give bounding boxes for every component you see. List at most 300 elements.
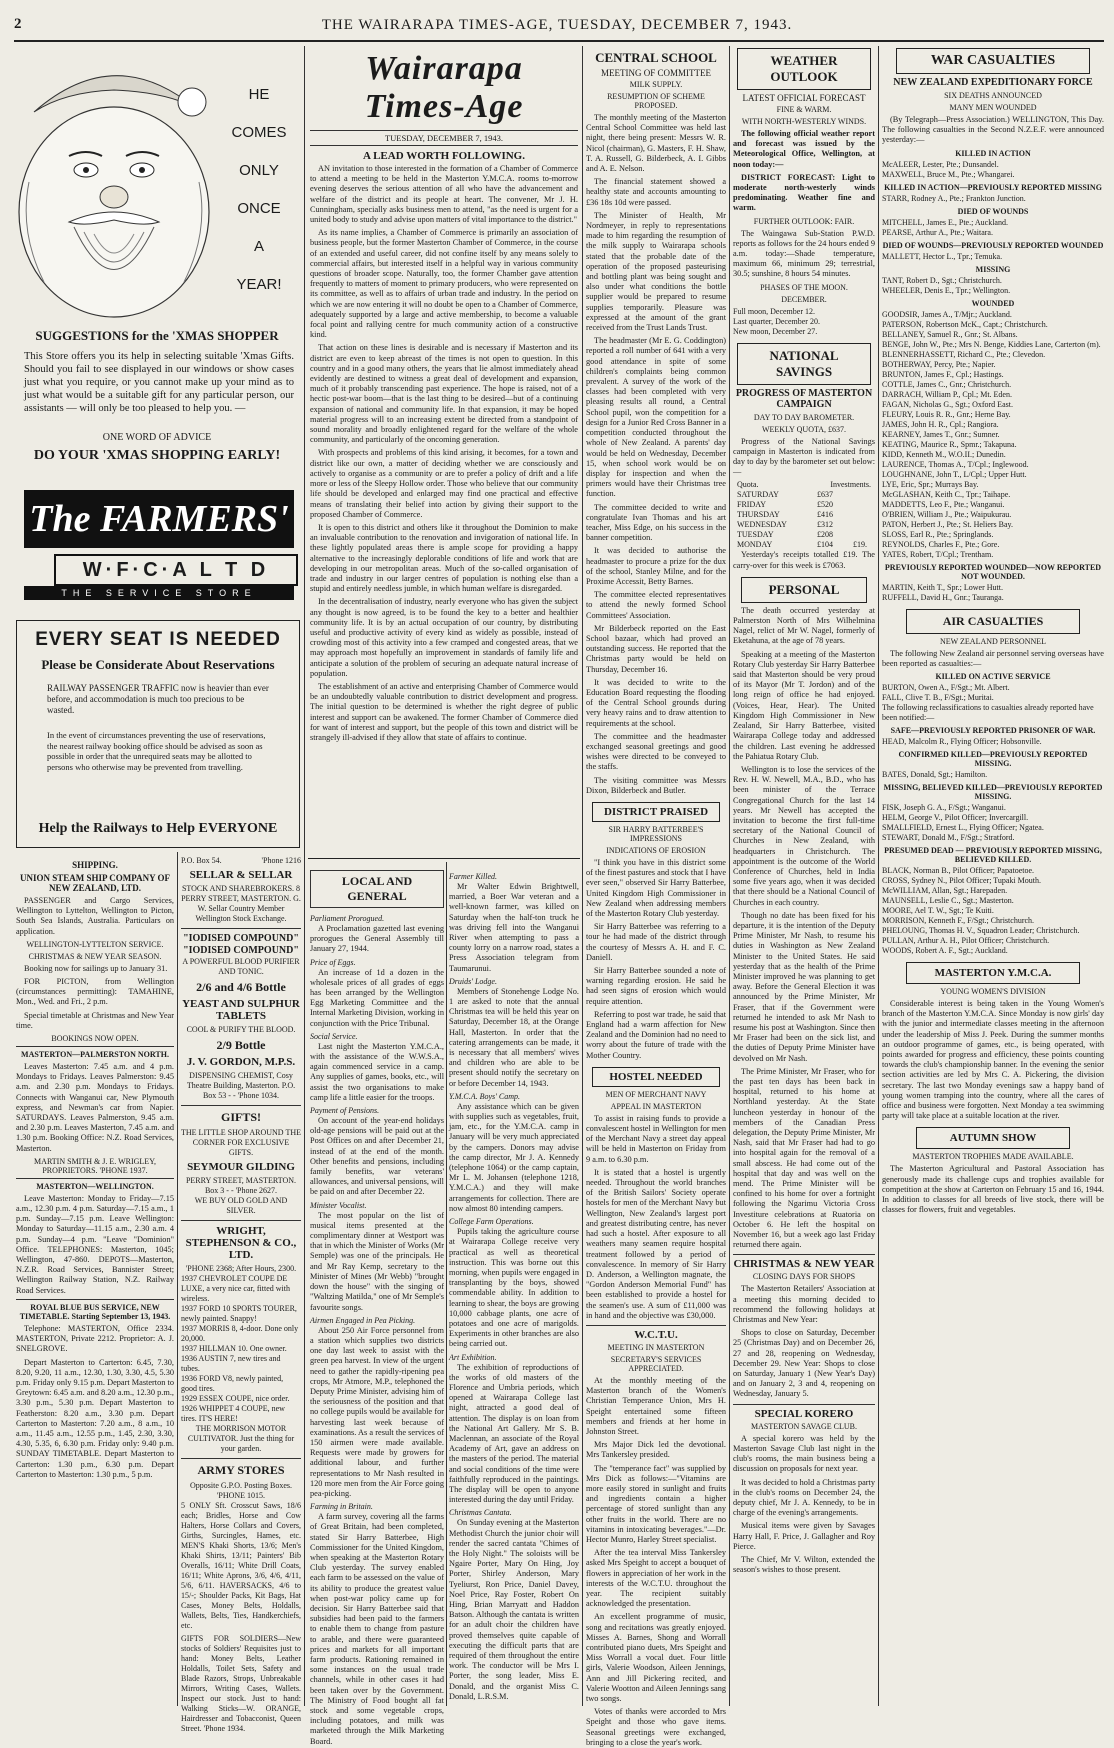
item-heading: Airmen Engaged in Pea Picking.: [310, 1315, 416, 1325]
railways-subhead: Please be Considerate About Reservations: [41, 657, 275, 672]
article-paragraph: "I think you have in this district some of the finest pastures and stock that I have ever seen," observed Sir Harry Batterbee, United Kingdom High Commissioner in New Zealand when addressing members of the Masterton Rotary Club yesterday.: [586, 858, 726, 919]
savings-table-header: Quota. Investments.: [737, 480, 871, 490]
editorial-paragraph: It is open to this district and others like it throughout the Dominion to make an invaluable contribution to the renovation and invigoration of national life. In these lightly populated areas there is ample scope for providing a happy alternative to the increasingly deplorable conditions of life and work that are developing in our metropolitan areas. Much of the so-called organisation of trade and industry in our larger centres of population is nothing else than a stupid and entirely needless jumble, in which human welfare is disregarded.: [310, 522, 578, 594]
article-subhead: RESUMPTION OF SCHEME PROPOSED.: [607, 92, 705, 110]
car-listing: 1937 FORD 10 SPORTS TOURER, newly painted. Snappy!: [181, 1304, 297, 1323]
farmers-tagline: THE SERVICE STORE: [24, 586, 294, 600]
railways-headline: EVERY SEAT IS NEEDED: [35, 629, 281, 650]
car-listing: 1926 WHIPPET 4 COUPE, new tires. IT'S HERE!: [181, 1404, 285, 1423]
iodised-desc: A POWERFUL BLOOD PURIFIER AND TONIC.: [182, 957, 300, 976]
casualty-entry: FLEURY, Louis R. R., Gnr.; Herne Bay.: [882, 409, 1011, 419]
casualty-entry: MITCHELL, James E., Pte.; Auckland.: [882, 217, 1008, 227]
casualty-entry: MAXWELL, Bruce M., Pte.; Whangarei.: [882, 169, 1015, 179]
savings-inv: £19.: [853, 540, 867, 550]
casualty-entry: FALL, Clive T. B., F/Sgt.; Muritai.: [882, 693, 994, 703]
article-paragraph: The Chief, Mr V. Wilton, extended the season's wishes to those present.: [733, 1554, 875, 1575]
newspaper-masthead-line: THE WAIRARAPA TIMES-AGE, TUESDAY, DECEMBER 7, 1943.: [321, 17, 793, 33]
ad-slogan: DO YOUR 'XMAS SHOPPING EARLY!: [33, 448, 281, 463]
national-savings-box: [737, 343, 871, 385]
article-subhead: MEETING IN MASTERTON: [607, 1342, 705, 1352]
page-number: 2: [14, 16, 22, 32]
railways-ad: [16, 620, 300, 848]
article-paragraph: Wellington is to lose the services of the Rev. H. W. Newell, M.A., B.D., who has been minister of the Terrace Congregational Church for the last 14 years. Mr Newell has accepted the invitation to become the first full-time secretary of the National Council of Churches in New Zealand, with headquarters in Christchurch. The appointment is the outcome of the World Conference of Churches, held in India some five years ago, when it was decided that there should be a National Council of Churches in each country.: [733, 764, 875, 907]
article-paragraph: It was decided to write to the Education Board requesting the flooding of the Central School grounds during very heavy rains and to draw attention to requirements at the school.: [586, 677, 726, 728]
article-paragraph: It was decided to authorise the headmaster to procure a prize for the dux of the school, Stanley Milne, and for the Proxime Accessit, Betty Barnes.: [586, 546, 726, 586]
ad-body: This Store offers you its help in selecting suitable 'Xmas Gifts. Should you fail to see displayed in our windows or show cases just what you require, or you cannot make up your mind as to just what would be a suitable gift for any particular person, our assistants — will only be too pleased to help you. —: [24, 351, 294, 414]
ad-word: A: [253, 238, 264, 255]
savings-quota: £520: [817, 500, 833, 510]
article-subhead: APPEAL IN MASTERTON: [610, 1101, 702, 1111]
air-intro: The following New Zealand air personnel serving overseas have been reported as casualties:—: [882, 648, 1104, 668]
casualty-entry: SMALLFIELD, Ernest L., Flying Officer; Ngatea.: [882, 823, 1044, 833]
item-heading: Farmer Killed.: [449, 872, 497, 881]
casualty-category: MISSING: [975, 264, 1011, 274]
savings-day: SATURDAY: [737, 490, 779, 500]
savings-day: FRIDAY: [737, 500, 767, 510]
item-text: About 250 Air Force personnel from a station which supplies two districts one day last week to assist with the green pea harvest. In view of the urgent need to gather the rapidly-ripening pea crops, Mr Atmore, M.P., telephoned the Deputy Prime Minister, advising him of the seriousness of the position and that no college pupils would be available for harvesting last week because of examinations. As a result the services of 150 airmen were made available. Requests were made by growers for additional labour, and further representations to Mr Nash resulted in 120 more men from the Air Force going pea-picking.: [310, 1325, 444, 1498]
army-stores-title: ARMY STORES: [197, 1463, 285, 1477]
savings-inv: [833, 530, 867, 540]
war-intro: (By Telegraph—Press Association.) WELLINGTON, This Day. The following casualties in the Second N.Z.E.F. were announced yesterday:—: [882, 115, 1104, 145]
weather-headline: WEATHER OUTLOOK: [770, 53, 838, 84]
ad-word: YEAR!: [236, 276, 282, 293]
sellar-desc: STOCK AND SHAREBROKERS. 8 PERRY STREET, MASTERTON. G. W. Sellar Country Member Wellington Stock Exchange.: [181, 884, 301, 923]
casualty-entry: PEARSE, Arthur A., Pte.; Waitara.: [882, 227, 993, 237]
hostel-headline: HOSTEL NEEDED: [609, 1070, 703, 1083]
article-subhead: WITH NORTH-WESTERLY WINDS.: [741, 117, 867, 126]
shipping-column: [16, 856, 174, 1706]
car-listing: 1937 MORRIS 8, 4-door. Done only 20,000.: [181, 1324, 299, 1343]
article-paragraph: The committee elected representatives to attend the newly formed School Committees' Association.: [586, 590, 726, 620]
war-headline: WAR CASUALTIES: [930, 53, 1056, 68]
article-paragraph: The Masterton Retailers' Association at a meeting this morning decided to recommend the following holidays at Christmas and New Year:: [733, 1284, 875, 1325]
column-divider: [304, 46, 305, 1706]
savings-table: [733, 490, 875, 550]
item-heading: Parliament Prorogued.: [310, 914, 385, 923]
editorial-paragraph: As its name implies, a Chamber of Commerce is primarily an association of business people, but the former Masterton Chamber of Commerce, in the course of an extended and useful career, did not confine itself by any means solely to commercial affairs, but interested itself in a helpful way in various community questions of broader scope. Naturally, too, the former Chamber gave attention frequently to matters of moment to primary producers, who were represented on its committee, as well as to affairs of urban trade and industry. In the period on which we are now entering it will no doubt be open to a Chamber of Commerce, adequately supported by a large and active membership, to become a valuable focal point and rallying centre for much community action of a constructive kind.: [310, 228, 578, 340]
casualty-entry: FISK, Joseph G. A., F/Sgt.; Wanganui.: [882, 803, 1006, 813]
item-text: A farm survey, covering all the farms of Great Britain, had been completed, stated Sir Harry Batterbee, High Commissioner for the United Kingdom, when speaking at the Masterton Rotary Club yesterday. The survey enabled each farm to be assessed on the value of its ability to produce the greatest value when post-war policy came up for decision. Sir Harry Batterbee said that subsidies had been paid to the farmers to enable them to change from pasture to arable, and there were guaranteed prices and markets for all important farm products. Rationing remained in some instances on the usual trade channels, while in other cases it had been taken over by the Government. The Ministry of Food bought all fat stock and some vegetable crops, including potatoes, and milk was marketed through the Milk Marketing Board.: [310, 1512, 444, 1746]
soldiers-gifts: GIFTS FOR SOLDIERS—New stocks of Soldiers' Requisites just to hand: Money Belts, Leather Holdalls, Toilet Sets, Safety and Blade Razors, Strops, Unbreakable Mirrors, Writing Cases, Wallets. Inspect our stock. Just to hand: Walking Sticks—W. ORANGE, Hairdresser and Tobacconist, Queen Street. 'Phone 1934.: [181, 1634, 301, 1733]
shipping-service: WELLINGTON-LYTTELTON SERVICE.: [26, 939, 164, 949]
local-general-heading: LOCAL AND GENERAL: [310, 870, 444, 908]
air-casualties-box: [906, 609, 1080, 634]
article-paragraph: Referring to post war trade, he said that England had a warm affection for New Zealand and the Dominion had no need to worry about the future of trade with the Mother Country.: [586, 1009, 726, 1060]
article-paragraph: Sir Harry Batterbee was referring to a tour he had made of the district through the courtesy of Messrs A. H. and F. C. Daniell.: [586, 922, 726, 962]
casualty-entry: FAGAN, Nicholas G., Sgt.; Oxford East.: [882, 399, 1013, 409]
article-subhead: MEN OF MERCHANT NAVY: [605, 1089, 707, 1099]
savings-row: [733, 490, 875, 500]
item-text: Mr Walter Edwin Brightwell, married, a Boer War veteran and a well-known farmer, was killed on Saturday when the half-ton truck he was driving fell into the Wanganui River when attempting to pass a county lorry on a narrow road, states a Press Association telegram from Taumarunui.: [449, 882, 579, 973]
sellar-phone: 'Phone 1216: [261, 856, 301, 865]
ad-headline: SUGGESTIONS for the 'XMAS SHOPPER: [35, 328, 279, 343]
weather-intro: The following official weather report and forecast was issued by the Meteorological Office, Wellington, at noon today:—: [733, 129, 875, 169]
savings-row: [733, 510, 875, 520]
shipping-booking: Booking now for sailings up to January 31.: [24, 963, 168, 973]
casualty-entry: KEATING, Maurice R., Spmr.; Takapuna.: [882, 439, 1017, 449]
savings-row: [733, 530, 875, 540]
iodised-price: 2/6 and 4/6 Bottle: [196, 980, 286, 994]
article-paragraph: Speaking at a meeting of the Masterton Rotary Club yesterday Sir Harry Batterbee said that Masterton should be very proud of its Mayor (Mr T. Jordon) and of the long reign of office he had enjoyed. (Voices, Hear, Hear). The United Kingdom High Commissioner in New Zealand, Sir Harry Batterbee, visited Wairarapa College today and addressed the children. Last evening he addressed the Pahiatua Rotary Club.: [733, 649, 875, 761]
classified-ads-column: [181, 856, 301, 1733]
weather-station: The Waingawa Sub-Station P.W.D. reports as follows for the 24 hours ended 9 a.m. today:—Shade temperature, maximum 66, minimum 29; terrestrial, 30.5; sunshine, 8 hours 54 minutes.: [733, 228, 875, 279]
casualty-entry: BLACK, Norman B., Pilot Officer; Papatoetoe.: [882, 866, 1035, 876]
savings-row: [733, 540, 875, 550]
casualty-entry: McALEER, Lester, Pte.; Dunsandel.: [882, 159, 999, 169]
yeast-desc: COOL & PURIFY THE BLOOD.: [186, 1025, 296, 1034]
article-subhead: DAY TO DAY BAROMETER.: [753, 412, 855, 422]
ad-word: COMES: [231, 124, 287, 141]
article-paragraph: Considerable interest is being taken in the Young Women's branch of the Masterton Y.M.C.A. Since Monday is now girls' day with the junior and intermediate classes meeting in the afternoon under the leadership of Miss J. Peek. During the summer months an outdoor programme of games, etc., is being operated, with points awarded for progress and efficiency, these points counting towards the club's championship banner. In the evening the senior section activities are led by Mrs C. A. Pickering, the division secretary. The last two Monday evenings saw a happy band of young women tramping into the country, where all the cares of office and business were forgotten. Next Monday a tea swimming party will take place at a suitable location at the river.: [882, 999, 1104, 1121]
article-paragraph: A special korero was held by the Masterton Savage Club last night in the club's rooms, the main business being a discussion on proposals for next year.: [733, 1433, 875, 1474]
casualty-category: WOUNDED: [971, 298, 1015, 308]
air-headline: AIR CASUALTIES: [942, 613, 1044, 628]
casualty-entry: KEARNEY, James T., Gnr.; Sumner.: [882, 429, 1000, 439]
editorial-headline: A LEAD WORTH FOLLOWING.: [363, 150, 525, 162]
casualty-category: KILLED IN ACTION: [955, 148, 1031, 158]
casualty-entry: SLOSS, Earl R., Pte.; Springlands.: [882, 529, 994, 539]
article-paragraph: At the monthly meeting of the Masterton branch of the Women's Christian Temperance Union, Mrs H. Speight entertained some fifteen members and friends at her home in Johnston Street.: [586, 1375, 726, 1436]
santa-christmas-ad: [14, 46, 300, 474]
editorial: [310, 46, 578, 856]
casualty-entry: BOTHERWAY, Percy, Pte.; Napier.: [882, 359, 996, 369]
item-text: Last night the Masterton Y.M.C.A., with the assistance of the W.W.S.A., again commenced service in a camp. Any supplies of games, books, etc., will assist the two organisations to make camp life a little easier for the troops.: [310, 1041, 444, 1102]
gifts-title: GIFTS!: [220, 1110, 261, 1124]
casualty-category: MISSING, BELIEVED KILLED—PREVIOUSLY REPORTED MISSING.: [883, 783, 1103, 802]
article-paragraph: The Prime Minister, Mr Fraser, who for the past ten days has been back in hospital, returned to his home at Northland yesterday. At the State luncheon yesterday in honour of the members of the Canadian Press delegation, the Deputy Prime Minister, Mr Nash, said that Mr Fraser had had to go into hospital again for the removal of a small abscess. He had come out of the hospital that day and was well on the mend. The Prime Minister will be confined to his home for over a fortnight following the Ngarimu Victoria Cross Investiture celebrations at Ruatoria on October 6. He left the hospital on November 16, but a week ago last Friday returned there again.: [733, 1066, 875, 1250]
item-text: The exhibition of reproductions of the works of old masters of the Florence and Umbria periods, which opened at Wairarapa College last night, attracted a good deal of attention. The display is on loan from the National Art Gallery. Mr S. B. Maclennan, an associate of the Royal Academy of Art, gave an address on the masters of the period. The material and social conditions of the time were faithfully reproduced in the paintings. The display will be open to anyone interested during the day until Friday.: [449, 1362, 579, 1505]
article-paragraph: Sir Harry Batterbee sounded a note of warning regarding erosion. He said he had seen signs of erosion which would require attention.: [586, 966, 726, 1006]
casualty-entry: GOODSIR, James A., T/Mjr.; Auckland.: [882, 309, 1012, 319]
item-heading: Druids' Lodge.: [449, 976, 497, 986]
article-paragraph: Mrs Major Dick led the devotional. Mrs Tankersley presided.: [586, 1440, 726, 1460]
casualty-entry: STEWART, Donald M., F/Sgt.; Stratford.: [882, 833, 1015, 843]
casualty-entry: PULLAN, Arthur A. H., Pilot Officer; Christchurch.: [882, 936, 1050, 946]
article-paragraph: It is stated that a hostel is urgently needed. Throughout the world branches of the British Sailors' Society operate hostels for men of the Merchant Navy but Wellington, New Zealand's largest port and greatest distributing centre, has never had such a hostel. After exposure to all weathers many seamen require hospital treatment followed by a period of convalescence. In memory of Sir Harry D. Anderson, a Wellington magnate, the "Gordon Anderson Memorial Fund" has been established to provide a hostel for the seamen's use. A sum of £11,000 was in hand and the objective was £30,000.: [586, 1167, 726, 1320]
editorial-paragraph: That action on these lines is desirable and is necessary if Masterton and its district are even to keep abreast of the times is not open to question. In this country and in a good many others, the years that lie almost immediately ahead evidently are destined to witness a great deal of development and expansion, much of it probably transcending past experience. The hope is raised, not of a hectic post-war boom—that is the last thing to be desired—but of a continuing expansion of national and community life. In that expansion, it may be hoped material progress will to an increasing extent be directed from a standpoint of sound morality and broadly enlightened regard for the welfare of the whole community, and particularly of the oncoming generation.: [310, 343, 578, 445]
article-paragraph: The visiting committee was Messrs Dixon, Bilderbeck and Butler.: [586, 775, 726, 795]
bus-heading: ROYAL BLUE BUS SERVICE, NEW TIMETABLE. Starting September 13, 1943.: [16, 1299, 174, 1321]
farmers-sub: W·F·C·A L T D: [54, 554, 298, 586]
casualty-entry: BURTON, Owen A., F/Sgt.; Mt. Albert.: [882, 683, 1010, 693]
gilding-addr: PERRY STREET, MASTERTON. Box 3 - - 'Phone 2627.: [185, 1176, 297, 1195]
casualty-entry: MORRISON, Kenneth F., F/Sgt.; Christchurch.: [882, 916, 1035, 926]
item-text: On account of the year-end holidays old-age pensions will be paid out at the Post Offices on and after December 21, instead of at the end of the month. Other benefits and pensions, including family benefits, war veterans' allowances, and universal pensions, will be paid on and after December 22.: [310, 1116, 444, 1197]
local-general-col-a: [310, 862, 444, 1746]
ad-word: ONCE: [237, 200, 281, 217]
article-paragraph: The Masterton Agricultural and Pastoral Association has generously made its challenge cups and trophies available for competition at the show at Carterton on February 15 and 16, 1944. In addition to classes for all breeds of live stock, there will be classes for flowers, fruit and vegetables.: [882, 1164, 1104, 1215]
casualty-category: DIED OF WOUNDS—PREVIOUSLY REPORTED WOUNDED: [882, 240, 1104, 250]
farmers-ad: [14, 482, 300, 606]
casualty-entry: BENGE, John W., Pte.; Mrs N. Benge, Kiddies Lane, Carterton (m).: [882, 339, 1101, 349]
casualty-entry: MADDETTS, Leo F., Pte.; Wanganui.: [882, 499, 1005, 509]
casualty-entry: TANT, Robert D., Sgt.; Christchurch.: [882, 275, 1002, 285]
central-school-headline: CENTRAL SCHOOL: [595, 50, 717, 65]
district-headline: DISTRICT PRAISED: [603, 806, 709, 818]
column-divider: [177, 852, 178, 1706]
savings-headline: NATIONAL SAVINGS: [769, 347, 839, 379]
casualty-entry: MAUNSELL, Leslie C., Sgt.; Masterton.: [882, 896, 1014, 906]
item-text: A Proclamation gazetted last evening prorogues the General Assembly till January 27, 1944.: [310, 924, 444, 954]
article-subhead: FINE & WARM.: [776, 105, 832, 114]
car-listing: 1936 AUSTIN 7, new tires and tubes.: [181, 1354, 281, 1373]
casualty-entry: STARR, Rodney A., Pte.; Frankton Junction.: [882, 193, 1026, 203]
weather-forecast: DISTRICT FORECAST: Light to moderate north-westerly winds predominating. Weather fine and warm.: [733, 172, 875, 213]
casualty-entry: LAURENCE, Thomas A., T/Cpl.; Inglewood.: [882, 459, 1029, 469]
xmas-headline: CHRISTMAS & NEW YEAR: [733, 1254, 875, 1270]
article-subhead: NEW ZEALAND EXPEDITIONARY FORCE: [893, 77, 1093, 88]
section-rule: [308, 858, 580, 859]
weather-outlook: FURTHER OUTLOOK: FAIR.: [753, 216, 855, 226]
casualty-entry: MARTIN, Keith T., Spr.; Lower Hutt.: [882, 582, 1003, 592]
article-subhead: WEEKLY QUOTA, £637.: [761, 424, 847, 434]
casualty-category: PRESUMED DEAD — PREVIOUSLY REPORTED MISSING, BELIEVED KILLED.: [884, 846, 1102, 865]
article-paragraph: An excellent programme of music, song and recitations was greatly enjoyed. Misses A. Barnes, Shong and Worrall contributed piano duets, Mrs Speight and Miss Worrall a vocal duet. Four little girls, Valerie Woodson, Aileen Jennings, Ann and Jill Pickering recited, and Valerie Wootton and Aileen Jennings sang two songs.: [586, 1612, 726, 1704]
local-general-col-b: [449, 862, 579, 1706]
yeast-title: YEAST AND SULPHUR TABLETS: [182, 998, 300, 1022]
casualty-entry: LOUGHNANE, John T., L/Cpl.; Upper Hutt.: [882, 469, 1027, 479]
item-text: Members of Stonehenge Lodge No. 1 are asked to note that the annual Christmas tea will be held this year on Saturday, December 18, at the Orange Hall, Masterton. In order that the catering arrangements can be made, it is necessary that all members' wives and children who are able to be present should notify the secretary on or before December 14, 1943.: [449, 986, 579, 1088]
casualty-entry: BELLANEY, Samuel R., Gnr.; St. Albans.: [882, 329, 1018, 339]
shipping-heading: SHIPPING.: [72, 860, 118, 870]
article-subhead: LATEST OFFICIAL FORECAST: [742, 93, 866, 103]
personal-headline: PERSONAL: [768, 581, 840, 597]
moon-phase: Full moon, December 12.: [733, 306, 815, 316]
korero-headline: SPECIAL KORERO: [733, 1404, 875, 1420]
iodised-title: "IODISED COMPOUND": [183, 933, 299, 944]
district-praised-box: [592, 802, 720, 822]
railways-body: In the event of circumstances preventing the use of reservations, the nearest railway booking office should be advised as soon as possible in order that the unrequired seats may be allotted to persons who otherwise may be prevented from travelling.: [47, 730, 266, 772]
casualty-entry: COTTLE, James C., Gnr.; Christchurch.: [882, 379, 1012, 389]
casualty-entry: O'BRIEN, William J., Pte.; Waipukurau.: [882, 509, 1012, 519]
gordon-desc: DISPENSING CHEMIST, Cosy Theatre Building, Masterton. P.O. Box 53 - - 'Phone 1034.: [186, 1071, 296, 1100]
item-heading: Christmas Cantata.: [449, 1508, 512, 1518]
shipping-body: PASSENGER and Cargo Services, Wellington to Lyttelton, Wellington to Picton, South Sea Islands, Australia. Particulars on application.: [16, 896, 174, 936]
article-paragraph: It was decided to hold a Christmas party in the club's rooms on December 24, the deputy chief, Mr J. A. Kennedy, to be in charge of the evening's arrangements.: [733, 1477, 875, 1518]
moon-phase: New moon, December 27.: [733, 326, 818, 336]
savings-totals: Yesterday's receipts totalled £19. The carry-over for this week is £7063.: [733, 550, 875, 570]
casualty-entry: WHEELER, Denis E., Tpr.; Wellington.: [882, 285, 1011, 295]
ymca-headline: MASTERTON Y.M.C.A.: [934, 967, 1052, 980]
wright-phone: 'PHONE 2368; After Hours, 2300.: [185, 1264, 297, 1273]
editorial-date: TUESDAY, DECEMBER 7, 1943.: [310, 130, 578, 146]
article-subhead: SIX DEATHS ANNOUNCED: [944, 91, 1042, 100]
item-text: On Sunday evening at the Masterton Methodist Church the junior choir will render the sacred cantata "Chimes of the Holy Night." The soloists will be Ngaire Porter, Mary On Hing, Joy Porter, Shirley Anderson, Mary Tyeliurst, Ron Price, Daniel Davey, Noel Price, Ray Foster, Robert On Hing, Brian Marryatt and Haddon Batson. Although the cantata is written for an adult choir the children have proved themselves quite capable of executing the difficult parts that are required of them throughout the entire work. The conductor will be Mrs I. Porter, the song leader, Miss E. Donald, and the organist Miss C. Donald, L.R.S.M.: [449, 1518, 579, 1701]
item-heading: Minister Vocalist.: [310, 1200, 367, 1210]
ad-word: ONLY: [239, 162, 279, 179]
casualty-entry: PATERSON, Robertson McK., Capt.; Christchurch.: [882, 319, 1048, 329]
savings-row: [733, 520, 875, 530]
bus-phone: Telephone: MASTERTON, Office 2334. MASTERTON, Private 2212. Proprietor: A. J. SNELGROVE.: [16, 1323, 174, 1354]
sellar-name: SELLAR & SELLAR: [189, 869, 293, 881]
car-listing: 1937 HILLMAN 10. One owner.: [181, 1344, 287, 1353]
article-paragraph: After the tea interval Miss Tankersley asked Mrs Speight to accept a bouquet of flowers in appreciation of her work in the interests of the W.C.T.U. throughout the year. The recipient suitably acknowledged the presentation.: [586, 1548, 726, 1609]
item-text: Pupils taking the agriculture course at Wairarapa College receive very practical as well as theoretical instruction. This was borne out this morning, when pupils were engaged in transplanting by the boys, showed commendable ability. In addition to learning to shear, the boys are growing 10,000 cabbage plants, one acre of potatoes and one acre of marigolds. Experiments in other branches are also being carried out.: [449, 1227, 579, 1349]
article-paragraph: The "temperance fact" was supplied by Mrs Dick as follows:—"Vitamins are more easily stored in sunlight and fruits and ingredients contain a higher percentage of stored sunlight than any other fruits in the world. There are no vitamins in intoxicating beverages."—Dr. Hector Munro, Harley Street specialist.: [586, 1463, 726, 1544]
article-paragraph: Musical items were given by Savages Harry Hall, F. Price, J. Gallagher and Roy Pierce.: [733, 1521, 875, 1551]
shipping-open: BOOKINGS NOW OPEN.: [51, 1034, 139, 1044]
hostel-needed-box: [592, 1067, 720, 1087]
savings-inv: [833, 490, 867, 500]
news-column-5: [882, 46, 1104, 1706]
column-divider: [582, 46, 583, 1706]
casualty-entry: KIDD, Kenneth M., W.O.II.; Dunedin.: [882, 449, 1006, 459]
sellar-po: P.O. Box 54.: [181, 856, 222, 865]
savings-day: MONDAY: [737, 540, 773, 550]
savings-intro: Progress of the National Savings campaign in Masterton is indicated from day to day by the barometer set out below:—: [733, 436, 875, 477]
war-casualty-list: [882, 149, 1104, 603]
car-listing: 1937 CHEVROLET COUPE DE LUXE, a very nice car, fitted with wireless.: [181, 1274, 290, 1303]
casualty-entry: McWILLIAM, Allan, Sgt.; Harepaden.: [882, 886, 1008, 896]
car-listing: 1929 ESSEX COUPE, nice order.: [181, 1394, 290, 1403]
header-rule: [14, 40, 1104, 42]
savings-day: TUESDAY: [737, 530, 774, 540]
farmers-logo: The FARMERS': [24, 490, 294, 548]
route-agent: MARTIN SMITH & J. E. WRIGLEY, PROPRIETORS. 'PHONE 1937.: [34, 1156, 156, 1175]
article-subhead: NEW ZEALAND PERSONNEL: [939, 636, 1047, 646]
air-casualty-list: [882, 672, 1104, 956]
article-paragraph: The committee and the headmaster exchanged seasonal greetings and good wishes were directed to be conveyed to the staffs.: [586, 731, 726, 772]
editorial-paragraph: AN invitation to those interested in the formation of a Chamber of Commerce to attend a meeting to be held in the Masterton Y.M.C.A. rooms to-morrow evening deserves the serious attention of all who have the advancement and welfare of the district and its people at heart. The convener, Mr J. H. Cunningham, specially asks business men to attend, "as the need is urgent for a united body to study and advise upon matters of vital importance to the district.": [310, 164, 578, 225]
editorial-paragraph: With prospects and problems of this kind arising, it becomes, for a town and district like our own, a matter of deciding whether we are consciously and actively to organise as a community or are to prefer a policy of drift and a life more or less of the Sleepy Hollow order. Those who believe that our community life should be developed and enlarged may find one practical and effective means of translating their belief into action by giving their support to the proposed Chamber of Commerce.: [310, 448, 578, 519]
shipping-picton: FOR PICTON, from Wellington (circumstances permitting): TAMAHINE, Mon., Wed. and Fri., 2 p.m.: [16, 977, 174, 1007]
savings-quota: £208: [817, 530, 833, 540]
casualty-entry: HEAD, Malcolm R., Flying Officer; Hobsonville.: [882, 737, 1042, 747]
casualty-entry: MALLETT, Hector L., Tpr.; Temuka.: [882, 251, 1003, 261]
ad-word: HE: [248, 86, 270, 103]
casualty-entry: BRUNTON, James F., Cpl.; Hastings.: [882, 369, 1004, 379]
article-paragraph: Shops to close on Saturday, December 25 (Christmas Day) and on December 26, 27 and 28, reopening on Wednesday, December 29. New Year: Shops to close on Saturday, January 1 (New Year's Day) and on January 2, 3 and 4, reopening on Wednesday, January 5.: [733, 1328, 875, 1399]
item-text: Any assistance which can be given with supplies such as vegetables, fruit, jam, etc., for the Y.M.C.A. camp in January will be very much appreciated by the campers. Donors may advise the camp director, Mr J. A. Kennedy (telephone 1064) or the camp captain, Mr L. M. Johansen (telephone 1218, Y.M.C.A.) and they will make arrangements for collection. There are now almost 80 intending campers.: [449, 1101, 579, 1213]
casualty-entry: REYNOLDS, Charles F., Pte.; Gore.: [882, 539, 1000, 549]
shipping-xmas: CHRISTMAS & NEW YEAR SEASON.: [28, 951, 162, 961]
autumn-show-box: [916, 1127, 1070, 1149]
casualty-entry: PHELOUNG, Thomas H. V., Squadron Leader; Christchurch.: [882, 926, 1080, 936]
column-divider: [729, 46, 730, 1706]
casualty-entry: RUFFELL, David H., Gnr.; Tauranga.: [882, 592, 1004, 602]
casualty-entry: PATON, Herbert J., Pte.; St. Heliers Bay.: [882, 519, 1014, 529]
article-subhead: MANY MEN WOUNDED: [949, 103, 1037, 112]
gifts-desc: THE LITTLE SHOP AROUND THE CORNER FOR EXCLUSIVE GIFTS.: [181, 1128, 301, 1157]
editorial-masthead: Wairarapa Times-Age: [364, 50, 524, 125]
railways-body: RAILWAY PASSENGER TRAFFIC now is heavier than ever before, and accommodation is much too precious to be wasted.: [47, 683, 269, 715]
wright-name: WRIGHT, STEPHENSON & CO., LTD.: [185, 1225, 297, 1261]
gilding-name: SEYMOUR GILDING: [187, 1161, 295, 1173]
article-subhead: CLOSING DAYS FOR SHOPS: [752, 1272, 856, 1282]
column-divider: [446, 862, 447, 1706]
column-divider: [878, 46, 879, 1706]
gordon-name: J. V. GORDON, M.P.S.: [186, 1056, 296, 1068]
casualty-entry: WOODS, Robert A. F., Sgt.; Auckland.: [882, 946, 1008, 956]
army-stores-addr: Opposite G.P.O. Posting Boxes. 'PHONE 1015.: [189, 1481, 292, 1500]
article-paragraph: Votes of thanks were accorded to Mrs Speight and those who gave items. Seasonal greetings were exchanged, bringing to a close the year's work.: [586, 1707, 726, 1747]
war-casualties-box: [896, 48, 1090, 74]
railways-footer: Help the Railways to Help EVERYONE: [38, 821, 278, 836]
savings-quota: £416: [817, 510, 833, 520]
casualty-entry: DARRACH, William P., Cpl.; Mt. Eden.: [882, 389, 1012, 399]
article-paragraph: The monthly meeting of the Masterton Central School Committee was held last night, there being present: Messrs W. R. Nicol (chairman), G. Masters, F. H. Shaw, T. A. Russell, G. Bilderbeck, A. I. Gibbs and A. E. Nelson.: [586, 113, 726, 174]
editorial-paragraph: In the decentralisation of industry, nearly everyone who has given the subject any thought is now agreed, is to be found the key to a better and healthier community life. It is by an actual occupation of our country, by distributing useful and productive activity of every kind as widely as possible, instead of crowding most of this activity into a few cramped and congested areas, that we may approach most hopefully an improvement in standards of family life and anticipate a solution of the problem of securing an adequate natural increase of population.: [310, 597, 578, 678]
savings-day: THURSDAY: [737, 510, 780, 520]
article-paragraph: The Minister of Health, Mr Nordmeyer, in reply to representations made to him regarding the resumption of the milk supply to Wairarapa schools stated that the probable date of the operation of the proposed pasteurising and bottling plant was being sought and also under what conditions the bottle supplier would be prepared to resume supplies temporarily. Pleasure was expressed at the amount of the grant received from the Trust Lands Trust.: [586, 210, 726, 333]
autumn-headline: AUTUMN SHOW: [949, 1132, 1037, 1145]
item-heading: Y.M.C.A. Boys' Camp.: [449, 1091, 520, 1101]
news-column-3: [586, 46, 726, 1747]
casualty-category: DIED OF WOUNDS: [957, 206, 1029, 216]
article-paragraph: The headmaster (Mr E. G. Coddington) reported a roll number of 641 with a very good attendance in spite of some children's complaints being common prevalent. A survey of the work of the classes had been completed with very pleasing results all round, a Central School pupil, won the competition for a design for a Junior Red Cross Banner in a competition conducted throughout the whole of New Zealand. A parents' day would be held on Wednesday, December 15, when school work would be on display for inspection and when the primers would have their Christmas tree function.: [586, 336, 726, 499]
savings-inv: [833, 510, 867, 520]
casualty-entry: BLENNERHASSETT, Richard C., Pte.; Clevedon.: [882, 349, 1046, 359]
savings-inv: [833, 500, 867, 510]
article-subhead: MEETING OF COMMITTEE: [601, 68, 711, 78]
casualty-category: CONFIRMED KILLED—PREVIOUSLY REPORTED MISSING.: [898, 750, 1088, 769]
news-column-4: [733, 46, 875, 1706]
shipping-special: Special timetable at Christmas and New Year time.: [16, 1010, 174, 1030]
casualty-entry: LYE, Eric, Spr.; Murrays Bay.: [882, 479, 979, 489]
savings-day: WEDNESDAY: [737, 520, 787, 530]
savings-quota: £312: [817, 520, 833, 530]
article-paragraph: Mr Bilderbeck reported on the East School bazaar, which had proved an outstanding success. He reported that the Christmas party would be held on Thursday, December 16.: [586, 623, 726, 674]
ad-advice: ONE WORD OF ADVICE: [102, 432, 212, 443]
route-times: Leaves Masterton: 7.45 a.m. and 4 p.m. Mondays to Fridays. Leaves Palmerston: 9.45 a.m. and 2.30 p.m. Mondays to Fridays. Connects with Wanganui car, New Plymouth express, and Newman's car from Napier. SATURDAYS. Leaves Palmerston, 9.45 a.m. and 2.30 p.m. Leaves Masterton, 7.45 a.m. and 1.30 p.m. Booking Office: N.Z. Road Services, Masterton.: [16, 1062, 174, 1153]
gilding-tag: WE BUY OLD GOLD AND SILVER.: [194, 1196, 288, 1215]
editorial-paragraph: The establishment of an active and enterprising Chamber of Commerce would be an undoubtedly valuable contribution to district development and progress. The initial question to be determined is whether the right degree of public interest and support can be awakened. The former Chamber of Commerce died for want of interest and support, but the people of this town and district will be strangely ill-advised if they allow that state of affairs to continue.: [310, 681, 578, 742]
article-subhead: SECRETARY'S SERVICES APPRECIATED.: [610, 1354, 702, 1373]
article-subhead: MASTERTON SAVAGE CLUB.: [751, 1421, 857, 1431]
article-subhead: PROGRESS OF MASTERTON CAMPAIGN: [735, 387, 873, 410]
casualty-category: KILLED IN ACTION—PREVIOUSLY REPORTED MISSING: [884, 182, 1102, 192]
casualty-entry: McGLASHAN, Keith C., Tpr.; Taihape.: [882, 489, 1011, 499]
moon-month: DECEMBER.: [781, 294, 827, 304]
iodised-title: "IODISED COMPOUND": [183, 945, 299, 956]
casualty-entry: MOORE, Ael T. W., Sgt.; Te Kuiti.: [882, 906, 994, 916]
item-heading: Payment of Pensions.: [310, 1106, 380, 1116]
item-text: The most popular on the list of musical items presented at the complimentary dinner at Westport was that in which the Minister of Works (Mr Semple) was one of the principals. He and Mr Ray Kemp, secretary to the Minister of Mines (Mr Webb) "brought down the house" with the singing of "Waltzing Matilda," one of Mr Semple's favourite songs.: [310, 1210, 444, 1312]
ymca-box: [906, 962, 1080, 984]
casualty-entry: CROSS, Sydney N., Pilot Officer; Tupaki Mouth.: [882, 876, 1041, 886]
car-listing: 1936 FORD V8, newly painted, good tires.: [181, 1374, 284, 1393]
article-paragraph: The committee decided to write and congratulate Ivan Thomas and his art teacher, Miss Edge, on his success in the banner competition.: [586, 502, 726, 543]
bus-times: Depart Masterton to Carterton: 6.45, 7.30, 8.20, 9.20, 11 a.m., 12.30, 1.30, 3.30, 4.5, 5.30 p.m. Friday only 9.15 p.m. Depart Masterton to Greytown: 6.45 a.m. and 8.20 a.m., 12.30 p.m., 3.30 p.m., 5.30 p.m. Depart Masterton to Featherston: 8.20 a.m., 3.30 p.m. Depart Carterton to Masterton: 7.20 a.m., 8 a.m., 10 a.m., 11.45 a.m., 12.55 p.m., 1.45, 2.30, 3.30, 4.30, 5.35, 6, 6.30 p.m. Friday only: 9.40 p.m. SUNDAY TIMETABLE. Depart Masterton to Carterton: 1.30 p.m., 6.30 p.m. Depart Carterton to Masterton: 1.30 p.m., 5 p.m.: [16, 1357, 174, 1479]
casualty-category: SAFE—PREVIOUSLY REPORTED PRISONER OF WAR.: [890, 726, 1096, 736]
casualty-entry: The following reclassifications to casualties already reported have been notified:—: [882, 703, 1094, 723]
casualty-entry: BATES, Donald, Sgt.; Hamilton.: [882, 770, 988, 780]
item-heading: Art Exhibition.: [449, 1352, 497, 1362]
item-heading: Farming in Britain.: [310, 1502, 373, 1512]
route-heading: MASTERTON—PALMERSTON NORTH.: [16, 1046, 174, 1059]
article-subhead: YOUNG WOMEN'S DIVISION: [940, 987, 1046, 997]
route-times: Leave Masterton: Monday to Friday—7.15 a.m., 12.30 p.m. 4 p.m. Saturday—7.15 a.m., 1 p.m. Sunday—7.15 p.m. Leave Wellington: Monday to Saturday—11.15 a.m., 2.30 a.m. 4 p.m. Sunday—4 p.m. "Leave "Dominion" Office. TELEPHONES: Masterton, 1045; Wellington, 47-860. DEPOTS—Masterton, N.Z.R. Road Services, Bannister Street; Wellington Railway Station, N.Z. Railway Road Services.: [16, 1193, 174, 1295]
casualty-category: KILLED ON ACTIVE SERVICE: [935, 672, 1051, 682]
casualty-entry: HELM, George V., Pilot Officer; Invercargill.: [882, 813, 1029, 823]
moon-phase: Last quarter, December 20.: [733, 316, 820, 326]
article-paragraph: The death occurred yesterday at Palmerston North of Mrs Wilhelmina Nagel, relict of Mr W. Nagel, formerly of Eketahuna, at the age of 78 years.: [733, 605, 875, 646]
item-heading: Price of Eggs.: [310, 957, 356, 967]
shipping-company: UNION STEAM SHIP COMPANY OF NEW ZEALAND, LTD.: [19, 873, 170, 893]
army-stores-items: 5 ONLY Sft. Crosscut Saws, 18/6 each; Bridles, Horse and Cow Halters, Horse Collars and Covers, Girths, Surcingles, Hames, etc. MEN'S Khaki Shorts, 13/6; Men's Khaki Shirts, 13/11; Painters' Bib Overalls, 16/11; White Drill Coats, 16/11; White Aprons, 3/6, 4/6, 4/11, 5/6, 6/11. HAVERSACKS, 4/6 to 15/-; Shoulder Packs, Kit Bags, Hat Cases, Money Belts, Holdalls, Wallets, Belts, Ties, Handkerchiefs, etc.: [181, 1501, 301, 1630]
savings-row: [733, 500, 875, 510]
item-heading: College Farm Operations.: [449, 1217, 534, 1227]
casualty-entry: JAMES, John H. R., Cpl.; Rangiora.: [882, 419, 999, 429]
savings-quota: £637: [817, 490, 833, 500]
item-text: An increase of 1d a dozen in the wholesale prices of all grades of eggs has been arranged by the Wellington Egg Marketing Committee and the Internal Marketing Division, working in conjunction with the Price Tribunal.: [310, 967, 444, 1028]
article-subhead: INDICATIONS OF EROSION: [606, 846, 706, 855]
yeast-price: 2/9 Bottle: [216, 1038, 266, 1052]
personal-box: [741, 577, 867, 603]
item-heading: Social Service.: [310, 1031, 358, 1041]
article-paragraph: Though no date has been fixed for his departure, it is the intention of the Deputy Prime Minister, Mr Nash, to resume his duties in Washington as New Zealand Minister to the United States. He said yesterday that as the health of the Prime Minister improved he was planning to get away. Before the General Election it was announced by the Prime Minister, Mr Fraser, that if the Government were returned he intended to ask Mr Nash to resume his post at Washington. Since then Mr Fraser had been on the sick list, and the duties of Deputy Prime Minister have devolved on Mr Nash.: [733, 910, 875, 1063]
route-heading: MASTERTON—WELLINGTON.: [16, 1178, 174, 1191]
